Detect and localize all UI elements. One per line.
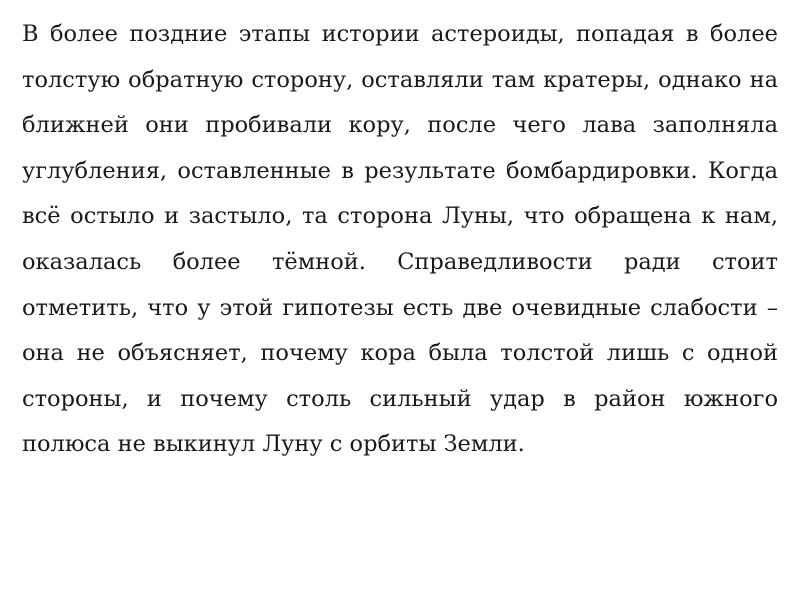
document-page	[22, 12, 778, 468]
body-paragraph: В более поздние этапы истории астероиды, попадая в более толстую обратную сторону, оставляли там кратеры, однако на ближней они пробивали кору, после чего лава заполняла углубления, оставленные в результате бомбардировки. Когда всё остыло и застыло, та сторона Луны, что обращена к нам, оказалась более тёмной. Справедливости ради стоит отметить, что у этой гипотезы есть две очевидные слабости – она не объясняет, почему кора была толстой лишь с одной стороны, и почему столь сильный удар в район южного полюса не выкинул Луну с орбиты Земли.	[22, 21, 778, 458]
